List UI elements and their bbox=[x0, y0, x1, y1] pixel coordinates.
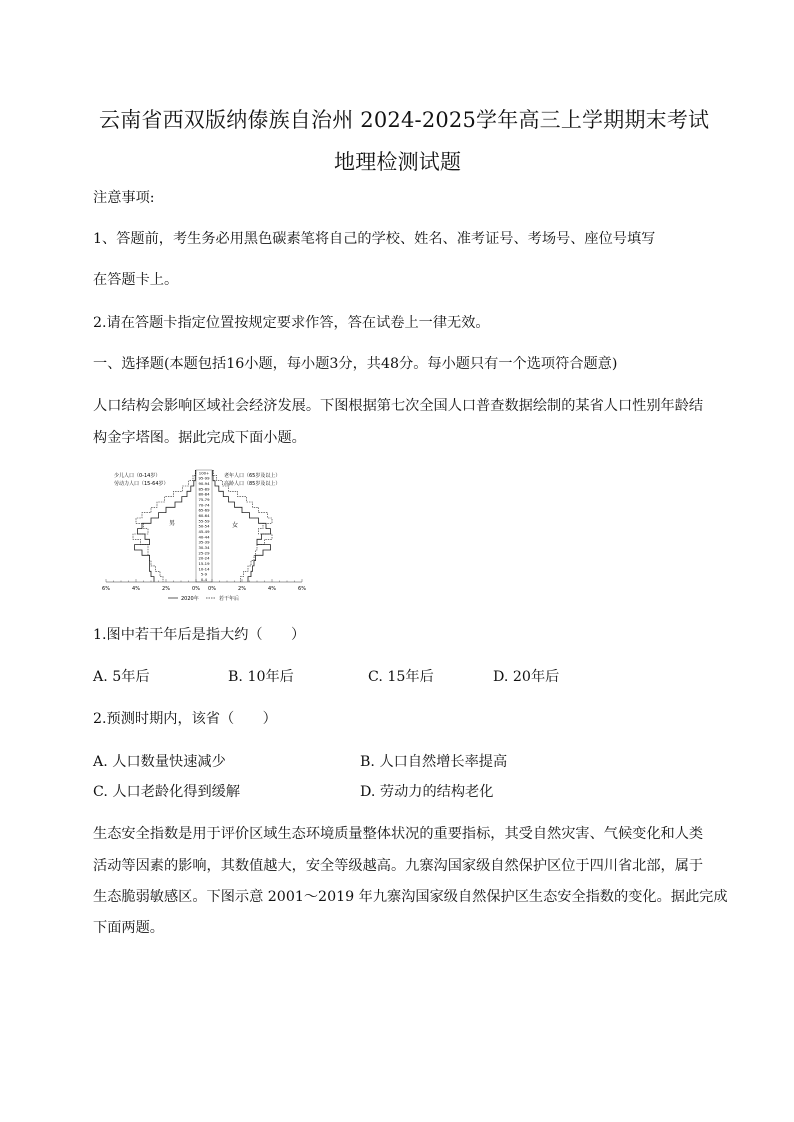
age-group-label: 85-89 bbox=[198, 486, 210, 492]
q2-option-c: C. 人口老龄化得到缓解 bbox=[93, 784, 241, 800]
intro-paragraph-2-line-2: 活动等因素的影响，其数值越大，安全等级越高。九寨沟国家级自然保护区位于四川省北部，属于 bbox=[93, 858, 704, 874]
age-group-label: 20-24 bbox=[198, 555, 210, 561]
age-group-label: 90-94 bbox=[198, 481, 210, 486]
tick-left-0: 0% bbox=[192, 586, 200, 592]
age-group-label: 35-39 bbox=[198, 539, 210, 545]
age-group-label: 30-34 bbox=[198, 545, 210, 550]
age-group-label: 60-64 bbox=[198, 513, 210, 518]
tick-right-2: 2% bbox=[238, 586, 246, 592]
tick-right-4: 4% bbox=[268, 586, 276, 592]
age-group-label: 45-49 bbox=[198, 529, 210, 534]
q2-option-d: D. 劳动力的结构老化 bbox=[360, 784, 494, 800]
age-group-label: 95-99 bbox=[198, 475, 210, 481]
intro-paragraph-1: 人口结构会影响区域社会经济发展。下图根据第七次全国人口普查数据绘制的某省人口性别年龄结 bbox=[93, 398, 704, 414]
section-heading: 一、选择题(本题包括16小题，每小题3分，共48分。每小题只有一个选项符合题意) bbox=[93, 356, 618, 372]
q2-option-a: A. 人口数量快速减少 bbox=[93, 754, 226, 770]
tick-left-6: 6% bbox=[102, 586, 110, 592]
tick-right-0: 0% bbox=[208, 586, 216, 592]
age-group-label: 100+ bbox=[198, 470, 210, 476]
age-group-label: 5-9 bbox=[200, 571, 208, 577]
age-group-label: 25-29 bbox=[198, 550, 210, 556]
intro-paragraph-1-cont: 构金字塔图。据此完成下面小题。 bbox=[93, 430, 306, 446]
intro-paragraph-2: 生态安全指数是用于评价区域生态环境质量整体状况的重要指标，其受自然灾害、气候变化和人类 bbox=[93, 826, 704, 842]
age-group-label: 65-69 bbox=[198, 507, 210, 513]
intro-paragraph-2-line-3: 生态脆弱敏感区。下图示意 2001～2019 年九寨沟国家级自然保护区生态安全指数的变化。据此完成 bbox=[93, 889, 728, 905]
notice-item-1-cont: 在答题卡上。 bbox=[93, 272, 179, 288]
legend-children: 少儿人口（0-14岁） bbox=[114, 473, 161, 479]
age-group-label: 15-19 bbox=[198, 561, 210, 566]
tick-left-2: 2% bbox=[162, 586, 170, 592]
q1-option-c: C. 15年后 bbox=[368, 669, 434, 685]
legend-elderly: 老年人口（65岁及以上） bbox=[224, 473, 281, 479]
legend-future: 若干年后 bbox=[219, 596, 240, 602]
q2-option-b: B. 人口自然增长率提高 bbox=[360, 754, 508, 770]
notice-item-2: 2.请在答题卡指定位置按规定要求作答，答在试卷上一律无效。 bbox=[93, 315, 490, 331]
legend-2020: 2020年 bbox=[181, 596, 199, 602]
age-group-label: 55-59 bbox=[198, 518, 210, 524]
age-group-label: 80-84 bbox=[198, 491, 210, 497]
age-group-label: 50-54 bbox=[198, 523, 210, 529]
age-group-label: 75-79 bbox=[198, 497, 210, 502]
tick-right-6: 6% bbox=[298, 586, 306, 592]
male-label: 男 bbox=[169, 520, 176, 527]
population-pyramid-figure bbox=[98, 462, 310, 607]
age-group-label: 10-14 bbox=[198, 566, 210, 572]
intro-paragraph-2-line-4: 下面两题。 bbox=[93, 920, 164, 936]
legend-working-age: 劳动力人口（15-64岁） bbox=[114, 481, 169, 487]
q1-option-b: B. 10年后 bbox=[228, 669, 294, 685]
female-label: 女 bbox=[232, 522, 239, 529]
notice-heading: 注意事项: bbox=[93, 190, 155, 206]
tick-left-4: 4% bbox=[132, 586, 140, 592]
age-group-label: 40-44 bbox=[198, 534, 210, 540]
q1-option-a: A. 5年后 bbox=[93, 669, 150, 685]
title-line-2: 地理检测试题 bbox=[334, 150, 462, 174]
title-line-1: 云南省西双版纳傣族自治州 2024-2025学年高三上学期期末考试 bbox=[99, 108, 710, 132]
legend-very-elderly: 高龄人口（85岁及以上） bbox=[224, 481, 281, 487]
age-group-label: 0-4 bbox=[200, 577, 208, 582]
question-2: 2.预测时期内，该省（ ） bbox=[93, 711, 277, 727]
notice-item-1: 1、答题前，考生务必用黑色碳素笔将自己的学校、姓名、准考证号、考场号、座位号填写 bbox=[93, 231, 656, 247]
question-1: 1.图中若干年后是指大约（ ） bbox=[93, 627, 306, 643]
q1-option-d: D. 20年后 bbox=[493, 669, 560, 685]
age-group-label: 70-74 bbox=[198, 502, 210, 508]
